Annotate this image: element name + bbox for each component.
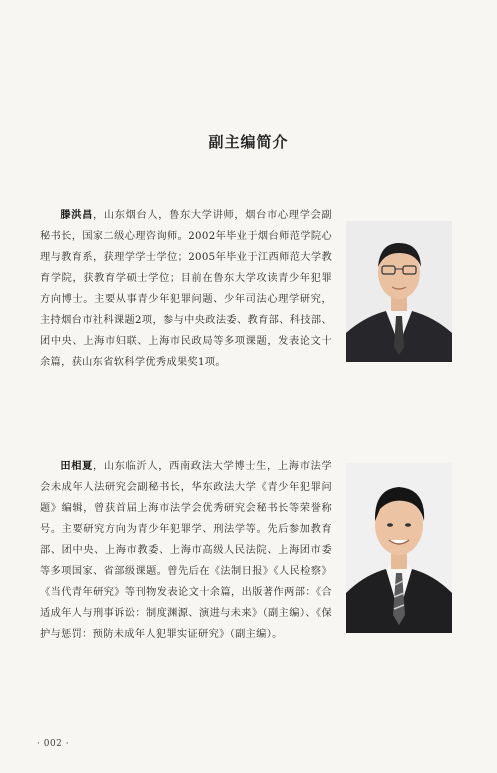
editor-name: 滕洪昌 bbox=[60, 209, 93, 221]
editor-name: 田相夏 bbox=[60, 460, 93, 472]
editor-bio-body: ，山东临沂人，西南政法大学博士生，上海市法学会未成年人法研究会副秘书长，华东政法大学《青少年犯罪问题》编辑，曾获首届上海市法学会优秀研究会秘书长等荣誉称号。主要研究方向为青少年犯罪学、刑法学等。先后参加教育部、团中央、上海市教委、上海市高级人民法院、上海团市委等多项国家、省部级课题。曾先后在《法制日报》《人民检察》《当代青年研究》等刊物发表论文十余篇，出版著作两部：《合适成年人与刑事诉讼：制度渊源、演进与未来》（副主编）、《保护与惩罚：预防未成年人犯罪实证研究》（副主编）。 bbox=[40, 461, 332, 640]
editor-bio-body: ，山东烟台人，鲁东大学讲师，烟台市心理学会副秘书长，国家二级心理咨询师。2002年毕业于烟台师范学院心理与教育系，获理学学士学位；2005年毕业于江西师范大学教育学院，获教育学硕士学位；目前在鲁东大学攻读青少年犯罪方向博士。主要从事青少年犯罪问题、少年司法心理学研究，主持烟台市社科课题2项，参与中央政法委、教育部、科技部、团中央、上海市妇联、上海市民政局等多项课题，发表论文十余篇，获山东省软科学优秀成果奖1项。 bbox=[40, 210, 332, 368]
editor-bio-text bbox=[40, 456, 332, 645]
page-title: 副主编简介 bbox=[208, 133, 289, 151]
portrait-image bbox=[346, 221, 452, 362]
editor-photo bbox=[346, 463, 452, 633]
portrait-image bbox=[346, 463, 452, 633]
editor-photo bbox=[346, 221, 452, 362]
editor-bio-text bbox=[40, 205, 332, 373]
page-number: · 002 · bbox=[37, 739, 70, 749]
